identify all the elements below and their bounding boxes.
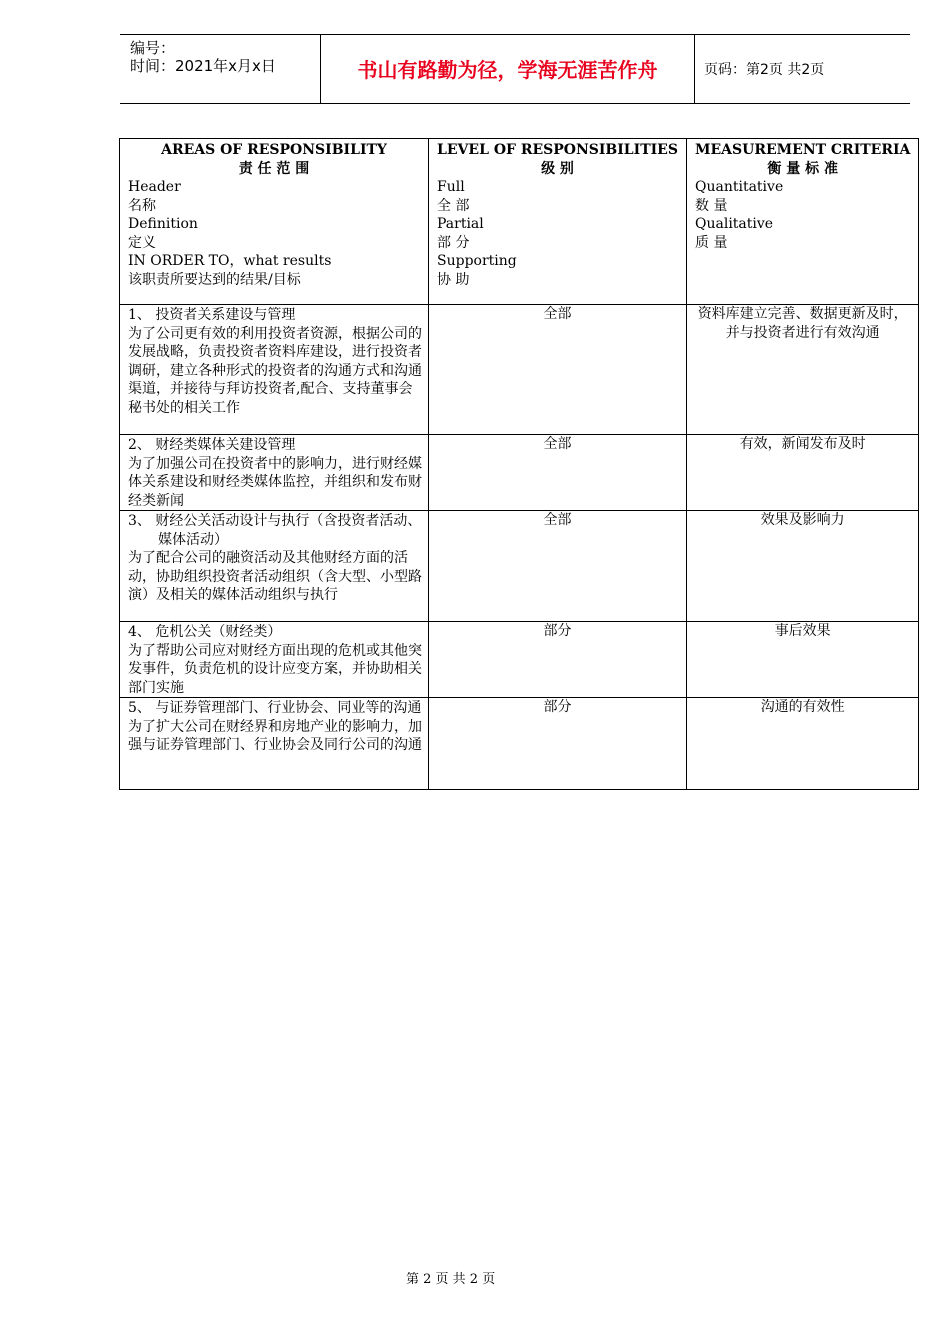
header-slogan: 书山有路勤为径，学海无涯苦作舟	[321, 35, 695, 103]
header-page-label: 页码：第2页 共2页	[704, 62, 825, 78]
criteria-line: Quantitative	[695, 179, 784, 195]
responsibility-table	[119, 138, 919, 790]
areas-title-en: AREAS OF RESPONSIBILITY	[161, 142, 387, 158]
criteria-cell	[687, 698, 919, 790]
header-meta	[120, 35, 321, 103]
criteria-cell	[687, 435, 919, 511]
criteria-text: 沟通的有效性	[760, 699, 845, 715]
areas-line: Definition	[128, 216, 198, 232]
areas-line: 定义	[128, 234, 156, 251]
page-footer: 第 2 页 共 2 页	[406, 1272, 496, 1287]
areas-line: Header	[128, 179, 181, 195]
area-cell	[120, 622, 429, 698]
table-row	[120, 305, 919, 435]
areas-line: 该职责所要达到的结果/目标	[128, 271, 301, 288]
area-description: 为了公司更有效的利用投资者资源，根据公司的发展战略，负责投资者资料库建设，进行投资者调研，建立各种形式的投资者的沟通方式和沟通渠道，并接待与拜访投资者,配合、支持董事会秘书处的相关工作	[128, 325, 422, 416]
areas-title-cn: 责 任 范 围	[238, 160, 310, 177]
level-line: Full	[437, 179, 465, 195]
level-title-cn: 级 别	[541, 160, 574, 177]
table-row	[120, 698, 919, 790]
criteria-title-en: MEASUREMENT CRITERIA	[695, 142, 911, 158]
areas-line: IN ORDER TO，what results	[128, 253, 332, 269]
area-title: 3、 财经公关活动设计与执行（含投资者活动、媒体活动）	[128, 513, 422, 548]
number-label: 编号：	[130, 39, 176, 57]
area-description: 为了帮助公司应对财经方面出现的危机或其他突发事件，负责危机的设计应变方案，并协助相关部门实施	[128, 642, 422, 696]
area-title: 4、 危机公关（财经类）	[128, 624, 282, 640]
area-cell	[120, 511, 429, 622]
criteria-line: 数 量	[695, 197, 728, 214]
area-title: 2、 财经类媒体关建设管理	[128, 437, 296, 453]
criteria-cell	[687, 511, 919, 622]
level-cell: 部分	[429, 622, 687, 698]
area-title: 1、 投资者关系建设与管理	[128, 307, 296, 323]
header-cell-level	[429, 139, 687, 305]
criteria-cell	[687, 305, 919, 435]
area-title: 5、 与证券管理部门、行业协会、同业等的沟通	[128, 700, 422, 716]
time-label: 时间：2021年x月x日	[130, 57, 276, 75]
level-cell: 全部	[429, 435, 687, 511]
area-cell	[120, 305, 429, 435]
criteria-text: 资料库建立完善、数据更新及时，并与投资者进行有效沟通	[697, 306, 908, 341]
table-row	[120, 511, 919, 622]
level-cell: 全部	[429, 511, 687, 622]
level-line: 全 部	[437, 197, 470, 214]
level-title-en: LEVEL OF RESPONSIBILITIES	[437, 142, 678, 158]
table-row	[120, 435, 919, 511]
table-header-row	[120, 139, 919, 305]
criteria-line: Qualitative	[695, 216, 774, 232]
area-description: 为了扩大公司在财经界和房地产业的影响力，加强与证券管理部门、行业协会及同行公司的沟通	[128, 718, 422, 753]
criteria-cell	[687, 622, 919, 698]
area-description: 为了加强公司在投资者中的影响力，进行财经媒体关系建设和财经类媒体监控，并组织和发布财经类新闻	[128, 455, 422, 509]
criteria-text: 事后效果	[774, 623, 831, 639]
level-cell: 部分	[429, 698, 687, 790]
page-header	[120, 34, 910, 104]
area-description: 为了配合公司的融资活动及其他财经方面的活动，协助组织投资者活动组织（含大型、小型路演）及相关的媒体活动组织与执行	[128, 550, 422, 603]
areas-line: 名称	[128, 197, 156, 214]
level-cell: 全部	[429, 305, 687, 435]
criteria-title-cn: 衡 量 标 准	[767, 160, 838, 177]
table-row	[120, 622, 919, 698]
level-line: Partial	[437, 216, 484, 232]
header-cell-criteria	[687, 139, 919, 305]
criteria-line: 质 量	[695, 234, 728, 251]
area-cell	[120, 435, 429, 511]
criteria-text: 有效，新闻发布及时	[739, 436, 866, 452]
level-line: 部 分	[437, 234, 470, 251]
level-line: Supporting	[437, 253, 517, 269]
header-cell-areas	[120, 139, 429, 305]
criteria-text: 效果及影响力	[760, 512, 845, 528]
level-line: 协 助	[437, 271, 470, 288]
area-cell	[120, 698, 429, 790]
